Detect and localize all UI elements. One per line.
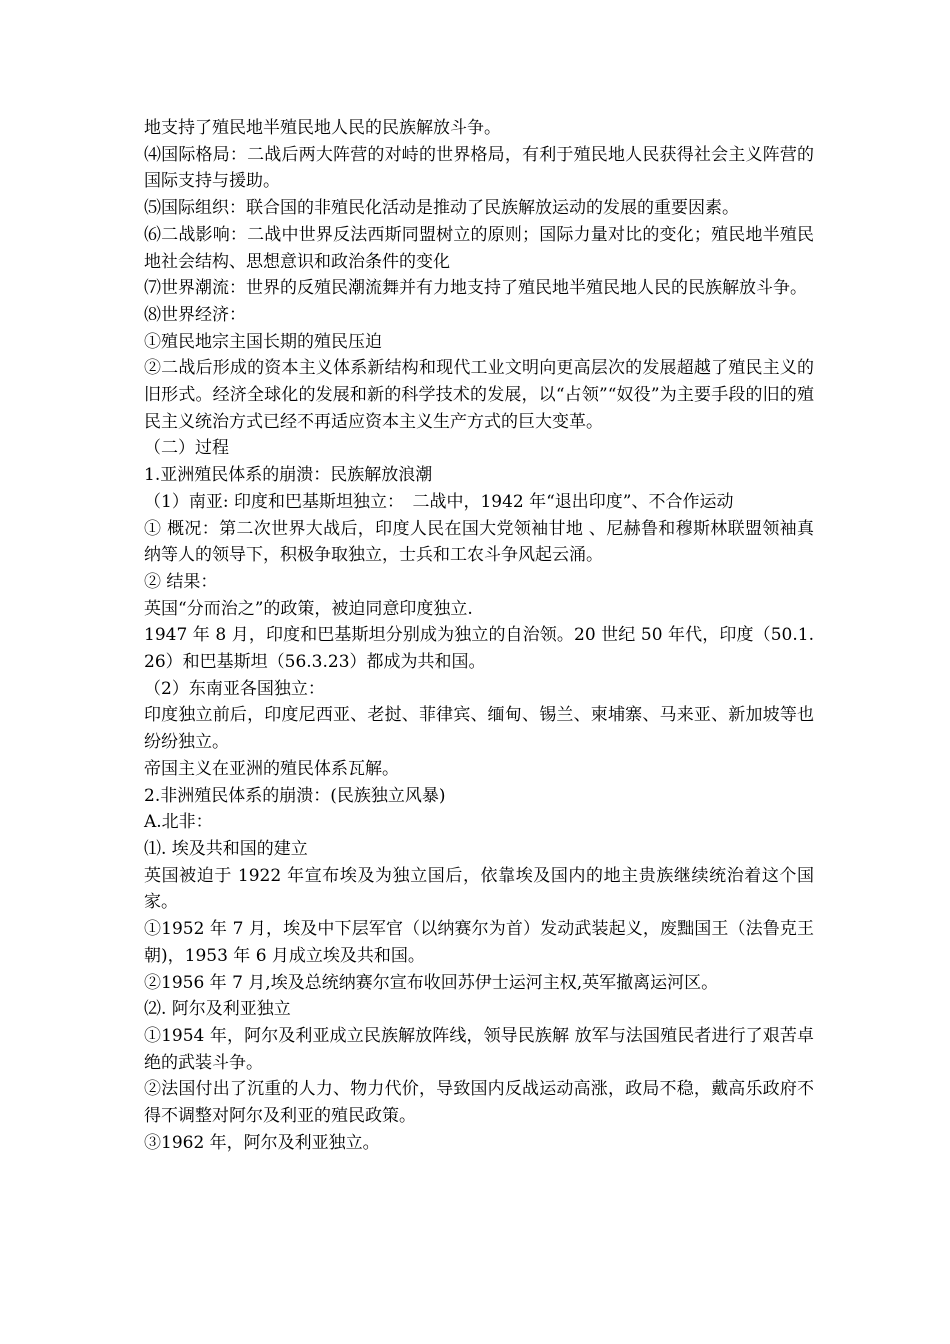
paragraph: ①殖民地宗主国长期的殖民压迫 (144, 331, 382, 352)
paragraph: ⑷国际格局：二战后两大阵营的对峙的世界格局，有利于殖民地人民获得社会主义阵营的国际支持与援助。 (144, 144, 814, 192)
paragraph: 英国“分而治之”的政策，被迫同意印度独立. (144, 598, 473, 619)
paragraph: 印度独立前后，印度尼西亚、老挝、菲律宾、缅甸、锡兰、柬埔寨、马来亚、新加坡等也纷纷独立。 (144, 705, 814, 753)
paragraph: ⑸国际组织：联合国的非殖民化活动是推动了民族解放运动的发展的重要因素。 (144, 198, 739, 219)
paragraph: （1）南亚: 印度和巴基斯坦独立： 二战中，1942 年“退出印度”、不合作运动 (144, 491, 734, 512)
paragraph: ⑺世界潮流：世界的反殖民潮流舞并有力地支持了殖民地半殖民地人民的民族解放斗争。 (144, 278, 807, 299)
document-page (144, 115, 814, 1156)
section-heading: （二）过程 (144, 438, 229, 459)
paragraph: ⑻世界经济： (144, 304, 246, 325)
paragraph: ①1954 年，阿尔及利亚成立民族解放阵线，领导民族解 放军与法国殖民者进行了艰苦卓绝的武装斗争。 (144, 1025, 814, 1073)
paragraph: ②1956 年 7 月,埃及总统纳赛尔宣布收回苏伊士运河主权,英军撤离运河区。 (144, 972, 719, 993)
paragraph: 英国被迫于 1922 年宣布埃及为独立国后，依靠埃及国内的地主贵族继续统治着这个国家。 (144, 865, 814, 913)
paragraph: A.北非： (144, 812, 213, 833)
subsection-heading: 1.亚洲殖民体系的崩溃：民族解放浪潮 (144, 465, 433, 486)
paragraph: ①1952 年 7 月，埃及中下层军官（以纳赛尔为首）发动武装起义，废黜国王（法鲁克王朝)，1953 年 6 月成立埃及共和国。 (144, 919, 814, 966)
paragraph: ②二战后形成的资本主义体系新结构和现代工业文明向更高层次的发展超越了殖民主义的旧形式。经济全球化的发展和新的科学技术的发展，以“占领”“奴役”为主要手段的旧的殖民主义统治方式已经不再适应资本主义生产方式的巨大变革。 (144, 358, 814, 432)
paragraph: ③1962 年，阿尔及利亚独立。 (144, 1132, 380, 1153)
paragraph: ⑴. 埃及共和国的建立 (144, 838, 308, 859)
subsection-heading: 2.非洲殖民体系的崩溃：(民族独立风暴) (144, 785, 446, 806)
paragraph: （2）东南亚各国独立： (144, 678, 325, 699)
paragraph: ⑵. 阿尔及利亚独立 (144, 999, 291, 1020)
paragraph: 地支持了殖民地半殖民地人民的民族解放斗争。 (144, 118, 501, 138)
paragraph: ② 结果： (144, 571, 218, 592)
paragraph: ⑹二战影响：二战中世界反法西斯同盟树立的原则；国际力量对比的变化；殖民地半殖民地社会结构、思想意识和政治条件的变化 (144, 224, 814, 272)
paragraph: 帝国主义在亚洲的殖民体系瓦解。 (144, 758, 399, 779)
paragraph: 1947 年 8 月，印度和巴基斯坦分别成为独立的自治领。20 世纪 50 年代，印度（50.1.26）和巴基斯坦（56.3.23）都成为共和国。 (144, 625, 814, 673)
paragraph: ① 概况：第二次世界大战后，印度人民在国大党领袖甘地 、尼赫鲁和穆斯林联盟领袖真纳等人的领导下，积极争取独立，士兵和工农斗争风起云涌。 (144, 518, 814, 566)
paragraph: ②法国付出了沉重的人力、物力代价，导致国内反战运动高涨，政局不稳，戴高乐政府不得不调整对阿尔及利亚的殖民政策。 (144, 1079, 814, 1127)
